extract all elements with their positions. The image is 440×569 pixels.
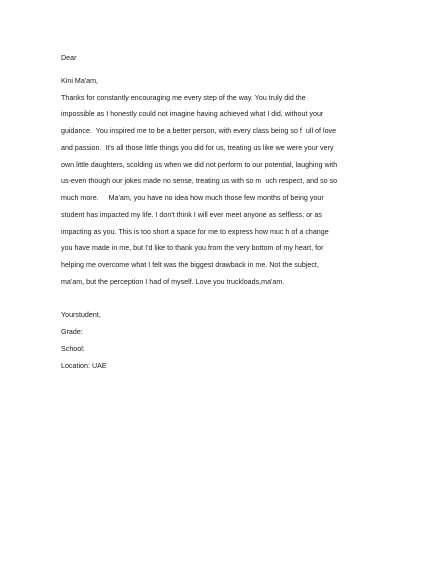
- school-field: School:: [61, 344, 85, 353]
- body-line: much more. Ma'am, you have no idea how much those few months of being your: [61, 194, 324, 202]
- body-line: us-even though our jokes made no sense, treating us with so m uch respect, and so so: [61, 177, 338, 186]
- body-line: own little daughters, scolding us when we did not perform to our potential, laughing with: [61, 160, 338, 169]
- body-line: helping me overcome what I felt was the biggest drawback in me. Not the subject,: [61, 261, 319, 269]
- body-line: Thanks for constantly encouraging me every step of the way. You truly did the: [61, 93, 306, 102]
- grade-field: Grade:: [61, 328, 83, 336]
- body-line: ma'am, but the perception I had of myself. Love you truckloads,ma'am.: [61, 277, 285, 286]
- body-line: you have made in me, but I'd like to thank you from the very bottom of my heart, for: [61, 244, 324, 253]
- letter-body: [61, 50, 381, 374]
- addressee-line: Kini Ma'am,: [61, 76, 99, 85]
- paragraph-gap: [61, 291, 381, 308]
- salutation-dear: Dear: [61, 54, 77, 62]
- body-line: and passion. It's all those little things you did for us, treating us like we were your very: [61, 143, 334, 152]
- sign-off: Yourstudent,: [61, 311, 101, 320]
- body-line: student has impacted my life. I don't think I will ever meet anyone as selfless, or as: [61, 210, 322, 219]
- body-line: impacting as you. This is too short a space for me to express how muc h of a change: [61, 227, 329, 236]
- location-field: Location: UAE: [61, 361, 107, 370]
- body-line: impossible as I honestly could not imagine having achieved what I did, without your: [61, 110, 324, 119]
- body-line: guidance. You inspired me to be a better person, with every class being so f ull of love: [61, 127, 337, 135]
